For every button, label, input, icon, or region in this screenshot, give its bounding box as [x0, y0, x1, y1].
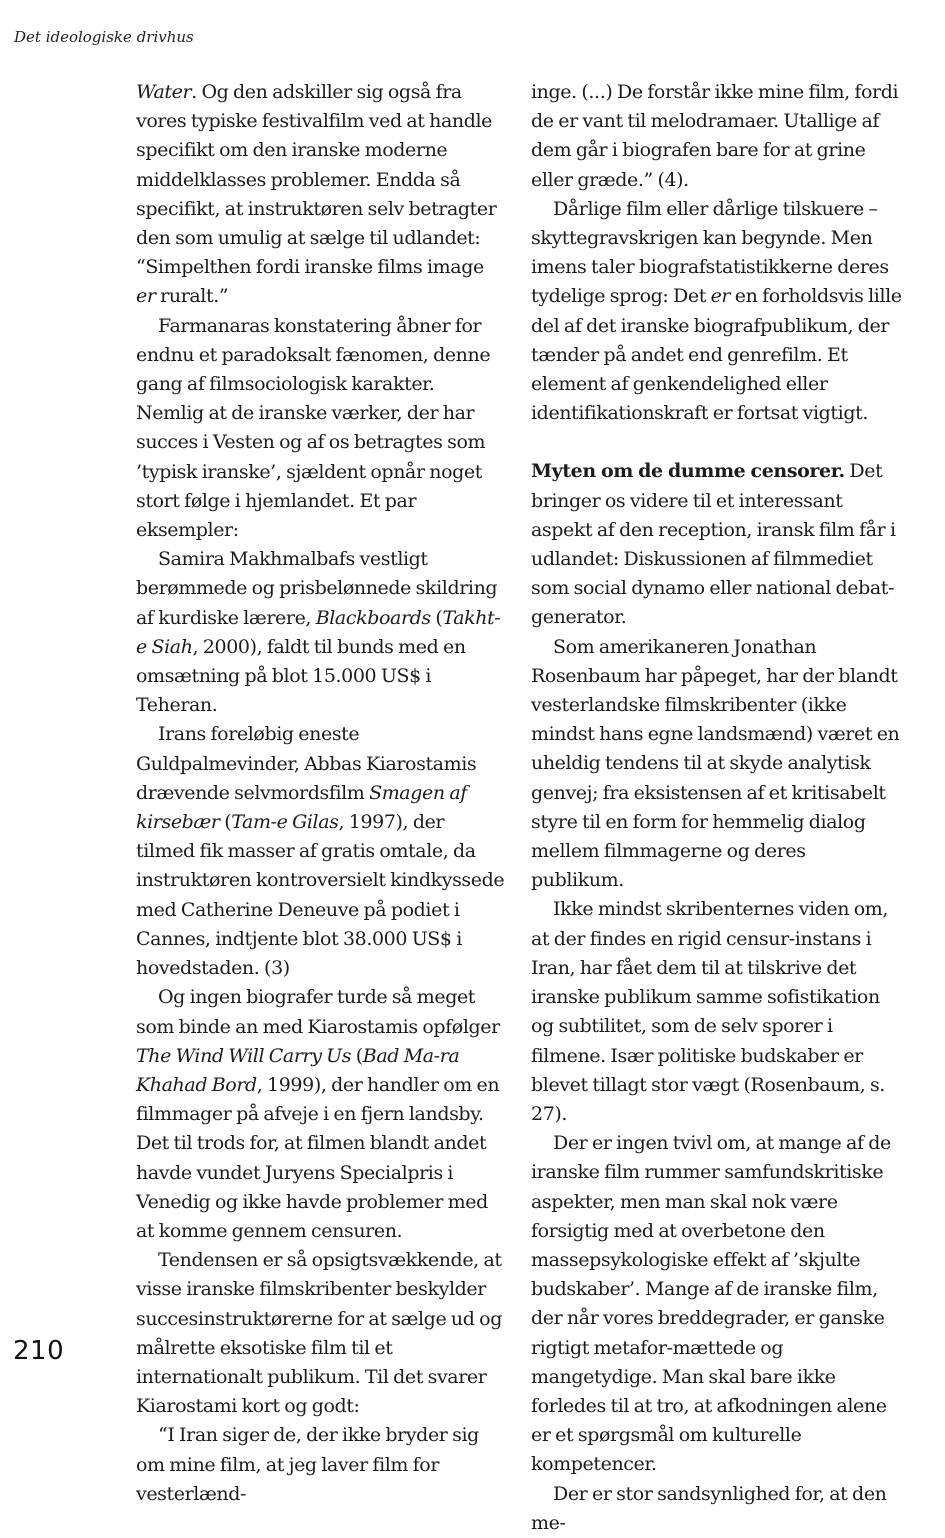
running-head: Det ideologiske drivhus — [14, 28, 194, 46]
text-run: er — [136, 285, 156, 308]
left-column — [136, 78, 506, 1509]
text-run: Takht-e Siah — [136, 606, 501, 658]
text-run: ( — [430, 606, 443, 629]
text-run: ruralt.” — [155, 285, 229, 308]
text-run: The Wind Will Carry Us — [136, 1044, 352, 1067]
text-run: “I Iran siger de, der ikke bryder sig om mine film, at jeg laver film for vesterlænd- — [136, 1424, 479, 1505]
page-number: 210 — [13, 1336, 65, 1366]
text-run: Smagen af kirsebær — [136, 781, 467, 834]
text-run: ( — [219, 811, 232, 834]
text-run: , 1997), der tilmed fik masser af gratis omtale, da instruktøren kontroversielt kindkyssede med Catherine Deneuve på podiet i Cannes, indtjente blot 38.000 US$ i hovedstaden. (3) — [136, 811, 505, 980]
paragraph — [531, 1129, 903, 1479]
text-run: Farmanaras konstatering åbner for endnu et paradoksalt fænomen, denne gang af filmsociologisk karakter. Nemlig at de iranske værker, der har succes i Vesten og af os betragtes som ’typisk iranske’, sjældent opnår noget stort følge i hjemlandet. Et par eksempler: — [136, 314, 491, 542]
text-run: Irans foreløbig eneste Guldpalmevinder, Abbas Kiarostamis drævende selvmordsfilm — [136, 723, 477, 804]
text-run: Der er stor sandsynlighed for, at den me- — [531, 1482, 887, 1534]
text-run: ( — [351, 1044, 363, 1067]
paragraph — [531, 195, 903, 429]
text-run: Water — [136, 81, 192, 103]
text-run: Dårlige film eller dårlige tilskuere – skyttegravskrigen kan begynde. Men imens taler biografstatistikkerne deres tydelige sprog: Det — [531, 197, 889, 308]
text-run: Ikke mindst skribenternes viden om, at der findes en rigid censur-instans i Iran, har fået dem til at tilskrive det iranske publikum samme sofistikation og subtilitet, som de selv sporer i filmene. Især politiske budskaber er blevet tillagt stor vægt (Rosenbaum, s. 27). — [531, 898, 889, 1125]
text-run: Tendensen er så opsigtsvækkende, at visse iranske filmskribenter beskylder succesinstruktørerne for at sælge ud og målrette eksotiske film til et internationalt publikum. Til det svarer Kiarostami kort og godt: — [136, 1249, 502, 1418]
paragraph — [136, 1246, 506, 1421]
text-run: Bad Ma-ra Khahad Bord — [136, 1044, 460, 1096]
right-column — [531, 78, 903, 1538]
paragraph — [136, 78, 506, 312]
paragraph — [531, 895, 903, 1129]
paragraph — [531, 78, 903, 195]
paragraph — [531, 1480, 903, 1538]
text-run: Blackboards — [315, 606, 431, 629]
paragraph — [136, 545, 506, 720]
text-run: inge. (...) De forstår ikke mine film, fordi de er vant til melodramaer. Utallige af dem går i biografen bare for at grine eller græde.” (4). — [531, 81, 899, 191]
text-run: . Og den adskiller sig også fra vores typiske festivalfilm ved at handle specifikt om den iranske moderne middelklasses problemer. Endda så specifikt, at instruktøren selv betragter den som umulig at sælge til udlandet: “Simpelthen fordi iranske films image — [136, 81, 497, 279]
text-run: Og ingen biografer turde så meget som binde an med Kiarostamis opfølger — [136, 986, 500, 1038]
text-run: , 2000), faldt til bunds med en omsætning på blot 15.000 US$ i Teheran. — [136, 635, 466, 717]
paragraph — [531, 633, 903, 896]
section-heading: Myten om de dumme censorer. — [531, 460, 845, 483]
text-run: en forholdsvis lille del af det iranske biografpublikum, der tænder på andet end genrefilm. Et element af genkendelighed eller identifikationskraft er fortsat vigtigt. — [531, 285, 902, 425]
text-run: Der er ingen tvivl om, at mange af de iranske film rummer samfundskritiske aspekter, men man skal nok være forsigtig med at overbetone den massepsykologiske effekt af ’skjulte budskaber’. Mange af de iranske film, der når vores breddegrader, er ganske rigtigt metafor-mættede og mangetydige. Man skal bare ikke forledes til at tro, at afkodningen alene er et spørgsmål om kulturelle kompetencer. — [531, 1132, 891, 1476]
section-paragraph — [531, 457, 903, 632]
text-run: er — [710, 285, 731, 308]
text-run: Samira Makhmalbafs vestligt berømmede og prisbelønnede skildring af kurdiske lærere, — [136, 548, 498, 629]
text-run: , 1999), der handler om en filmmager på afveje i en fjern landsby. Det til trods for, at filmen blandt andet havde vundet Juryens Specialpris i Venedig og ikke havde problemer med at komme gennem censuren. — [136, 1073, 500, 1242]
quote-paragraph — [136, 1421, 506, 1509]
paragraph — [136, 983, 506, 1246]
paragraph — [136, 312, 506, 546]
text-run: Det bringer os videre til et interessant aspekt af den reception, iransk film får i udlandet: Diskussionen af filmmediet som social dynamo eller national debat-generator. — [531, 460, 896, 629]
paragraph — [136, 720, 506, 983]
text-run: Tam-e Gilas — [231, 811, 339, 834]
text-run: Som amerikaneren Jonathan Rosenbaum har påpeget, har der blandt vesterlandske filmskribenter (ikke mindst hans egne landsmænd) været en uheldig tendens til at skyde analytisk genvej; fra eksistensen af et kritisabelt styre til en form for hemmelig dialog mellem filmmagerne og deres publikum. — [531, 635, 900, 892]
